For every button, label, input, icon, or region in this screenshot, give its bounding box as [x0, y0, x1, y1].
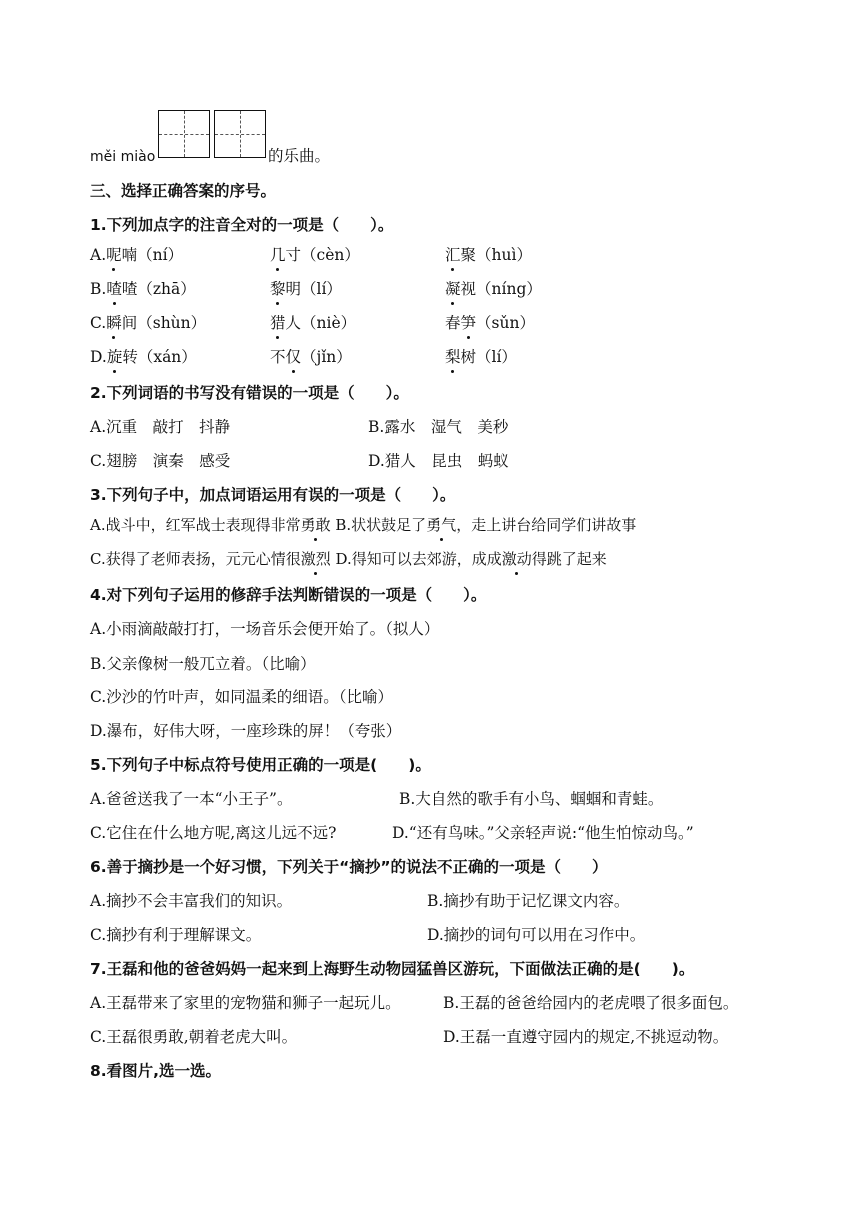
q1-option-b1: B.喳喳（zhā） [90, 280, 196, 298]
question-5-stem: 5.下列句子中标点符号使用正确的一项是( )。 [90, 756, 431, 774]
q1-option-d3: 梨树（lí） [445, 348, 517, 366]
q2-option-c: C.翅膀 演秦 感受 [90, 452, 231, 470]
q1-option-b2: 黎明（lí） [270, 280, 342, 298]
pinyin-line [90, 146, 155, 167]
q1-option-a1: A.呢喃（ní） [90, 246, 184, 264]
grid-cell[interactable] [214, 110, 266, 158]
q3-line-2: C.获得了老师表扬，元元心情很激烈 D.得知可以去郊游，成成激动得跳了起来 [90, 550, 607, 568]
q6-option-c: C.摘抄有利于理解课文。 [90, 926, 262, 944]
q7-option-d: D.王磊一直遵守园内的规定,不挑逗动物。 [443, 1028, 729, 1046]
question-8-stem: 8.看图片,选一选。 [90, 1062, 222, 1080]
question-2-stem: 2.下列词语的书写没有错误的一项是（ ）。 [90, 384, 409, 402]
q1-option-c1: C.瞬间（shùn） [90, 314, 207, 332]
q2-option-d: D.猎人 昆虫 蚂蚁 [368, 452, 509, 470]
q7-option-c: C.王磊很勇敢,朝着老虎大叫。 [90, 1028, 298, 1046]
q6-option-a: A.摘抄不会丰富我们的知识。 [90, 892, 293, 910]
q1-option-d2: 不仅（jǐn） [270, 348, 352, 366]
q7-option-a: A.王磊带来了家里的宠物猫和狮子一起玩儿。 [90, 994, 401, 1012]
q5-option-a: A.爸爸送我了一本“小王子”。 [90, 790, 293, 808]
q3-line-1: A.战斗中，红军战士表现得非常勇敢 B.状状鼓足了勇气，走上讲台给同学们讲故事 [90, 516, 637, 534]
q1-option-c3: 春笋（sǔn） [445, 314, 535, 332]
section-title: 三、选择正确答案的序号。 [90, 182, 277, 200]
grid-cell[interactable] [158, 110, 210, 158]
q1-option-a2: 几寸（cèn） [270, 246, 360, 264]
q1-option-d1: D.旋转（xán） [90, 348, 197, 366]
q1-option-b3: 凝视（níng） [445, 280, 542, 298]
pinyin-suffix: 的乐曲。 [268, 147, 331, 165]
q1-option-a3: 汇聚（huì） [445, 246, 532, 264]
question-6-stem: 6.善于摘抄是一个好习惯，下列关于“摘抄”的说法不正确的一项是（ ） [90, 858, 608, 876]
q4-option-a: A.小雨滴敲敲打打，一场音乐会便开始了。（拟人） [90, 620, 440, 638]
question-1-stem: 1.下列加点字的注音全对的一项是（ ）。 [90, 216, 394, 234]
q4-option-d: D.瀑布，好伟大呀，一座珍珠的屏！（夸张） [90, 722, 402, 740]
q1-option-c2: 猎人（niè） [270, 314, 357, 332]
q6-option-b: B.摘抄有助于记忆课文内容。 [427, 892, 630, 910]
question-7-stem: 7.王磊和他的爸爸妈妈一起来到上海野生动物园猛兽区游玩，下面做法正确的是( )。 [90, 960, 695, 978]
q2-option-b: B.露水 湿气 美秒 [368, 418, 509, 436]
question-4-stem: 4.对下列句子运用的修辞手法判断错误的一项是（ ）。 [90, 586, 487, 604]
q4-option-b: B.父亲像树一般兀立着。（比喻） [90, 655, 316, 673]
q4-option-c: C.沙沙的竹叶声，如同温柔的细语。（比喻） [90, 688, 393, 706]
q5-option-b: B.大自然的歌手有小鸟、蝈蝈和青蛙。 [399, 790, 664, 808]
q5-option-d: D.“还有鸟味。”父亲轻声说:“他生怕惊动鸟。” [392, 824, 694, 842]
pinyin-text: měi miào [90, 149, 156, 165]
question-3-stem: 3.下列句子中，加点词语运用有误的一项是（ ）。 [90, 486, 456, 504]
q2-option-a: A.沉重 敲打 抖静 [90, 418, 231, 436]
q6-option-d: D.摘抄的词句可以用在习作中。 [427, 926, 646, 944]
q7-option-b: B.王磊的爸爸给园内的老虎喂了很多面包。 [443, 994, 739, 1012]
q5-option-c: C.它住在什么地方呢,离这儿远不远? [90, 824, 337, 842]
